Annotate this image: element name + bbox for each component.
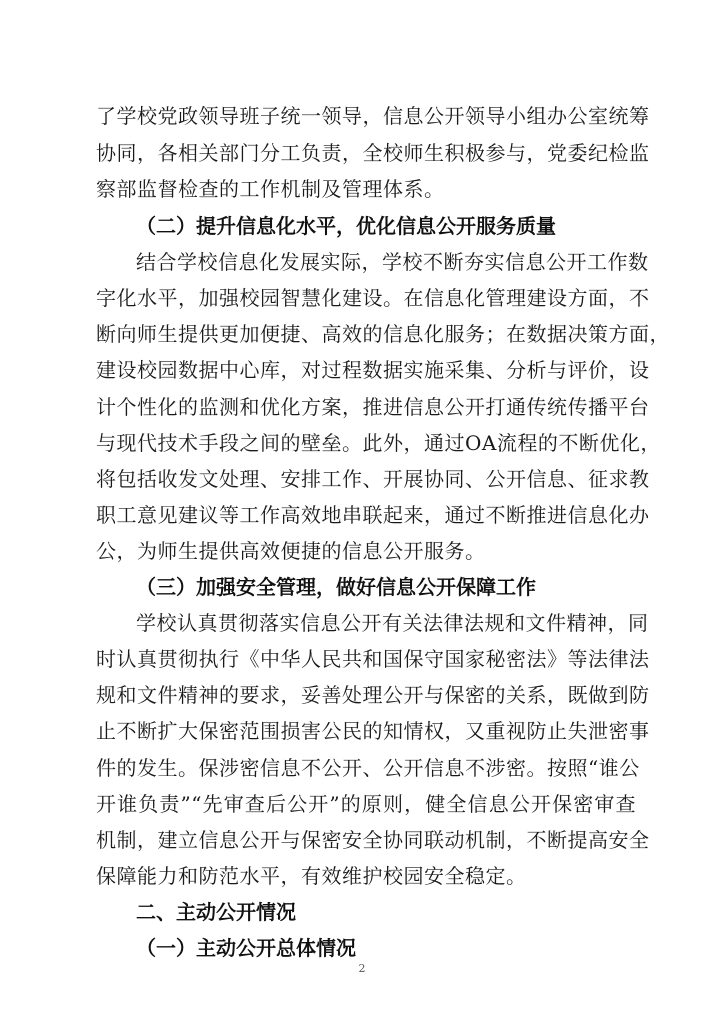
paragraph-line: 机制，建立信息公开与保密安全协同联动机制，不断提高安全	[96, 828, 650, 852]
paragraph-line: 职工意见建议等工作高效地串联起来，通过不断推进信息化办	[96, 503, 650, 527]
chapter-heading: 二、主动公开情况	[136, 900, 296, 924]
paragraph-line: 察部监督检查的工作机制及管理体系。	[96, 177, 445, 201]
paragraph-line: 结合学校信息化发展实际，学校不断夯实信息公开工作数	[136, 250, 649, 274]
page-number: 2	[358, 962, 366, 975]
section-heading: （一）主动公开总体情况	[136, 936, 356, 960]
paragraph-line: 学校认真贯彻落实信息公开有关法律法规和文件精神，同	[136, 611, 649, 635]
paragraph-line: 与现代技术手段之间的壁垒。此外，通过OA流程的不断优化，	[96, 431, 661, 455]
paragraph-line: 了学校党政领导班子统一领导，信息公开领导小组办公室统筹	[96, 104, 650, 128]
section-heading: （三）加强安全管理，做好信息公开保障工作	[136, 575, 536, 599]
paragraph-line: 保障能力和防范水平，有效维护校园安全稳定。	[96, 864, 527, 888]
paragraph-line: 断向师生提供更加便捷、高效的信息化服务；在数据决策方面，	[96, 322, 670, 346]
section-heading: （二）提升信息化水平，优化信息公开服务质量	[136, 214, 556, 238]
paragraph-line: 件的发生。保涉密信息不公开、公开信息不涉密。按照“谁公	[96, 756, 640, 780]
paragraph-line: 时认真贯彻执行《中华人民共和国保守国家秘密法》等法律法	[96, 647, 650, 671]
paragraph-line: 协同，各相关部门分工负责，全校师生积极参与，党委纪检监	[96, 141, 650, 165]
paragraph-line: 规和文件精神的要求，妥善处理公开与保密的关系，既做到防	[96, 683, 650, 707]
paragraph-line: 将包括收发文处理、安排工作、开展协同、公开信息、征求教	[96, 467, 650, 491]
paragraph-line: 计个性化的监测和优化方案，推进信息公开打通传统传播平台	[96, 395, 650, 419]
paragraph-line: 公，为师生提供高效便捷的信息公开服务。	[96, 539, 486, 563]
paragraph-line: 止不断扩大保密范围损害公民的知情权，又重视防止失泄密事	[96, 719, 650, 743]
paragraph-line: 建设校园数据中心库，对过程数据实施采集、分析与评价，设	[96, 358, 650, 382]
paragraph-line: 开谁负责”“先审查后公开”的原则，健全信息公开保密审查	[96, 792, 636, 816]
paragraph-line: 字化水平，加强校园智慧化建设。在信息化管理建设方面，不	[96, 286, 650, 310]
